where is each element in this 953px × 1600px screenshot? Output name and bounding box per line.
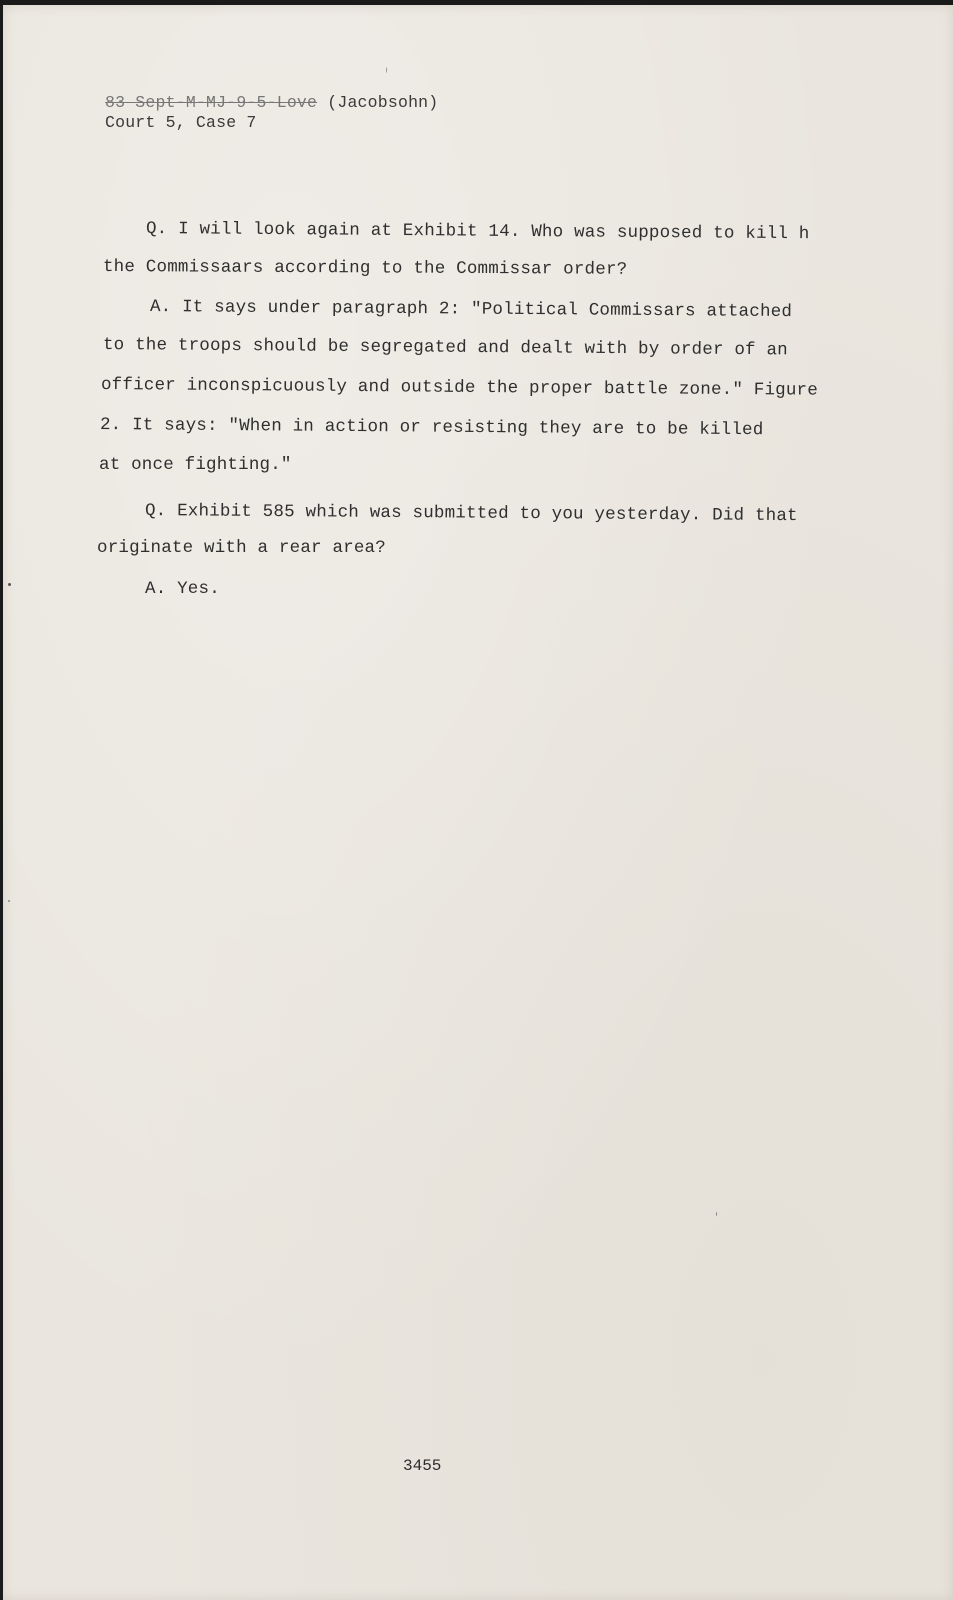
page-number: 3455 [403,1457,442,1475]
paper-speck [8,900,10,902]
question-2-line-2: originate with a rear area? [97,538,386,558]
question-1-line-1: Q. I will look again at Exhibit 14. Who was supposed to kill h [145,219,810,245]
header-witness-name: (Jacobsohn) [327,93,439,112]
paper-speck [8,583,11,586]
question-1-line-2: the Commissaars according to the Commissar order? [102,257,628,280]
header-court-case: Court 5, Case 7 [105,113,257,132]
answer-1-line-3: officer inconspicuously and outside the proper battle zone." Figure [100,375,819,401]
answer-1-line-1: A. It says under paragraph 2: "Political Commissars attached [149,297,793,323]
paper-speck [716,1212,717,1216]
answer-1-line-2: to the troops should be segregated and dealt with by order of an [102,335,788,361]
document-page [3,5,953,1600]
header-reference-line [105,93,438,112]
header-struck-reference: 83 Sept-M-MJ-9-5-Love [105,93,318,112]
answer-2-line-1: A. Yes. [145,579,220,599]
answer-1-line-5: at once fighting." [99,455,292,475]
paper-speck [386,67,387,73]
question-2-line-1: Q. Exhibit 585 which was submitted to you yesterday. Did that [144,501,798,527]
answer-1-line-4: 2. It says: "When in action or resisting they are to be killed [99,415,764,441]
